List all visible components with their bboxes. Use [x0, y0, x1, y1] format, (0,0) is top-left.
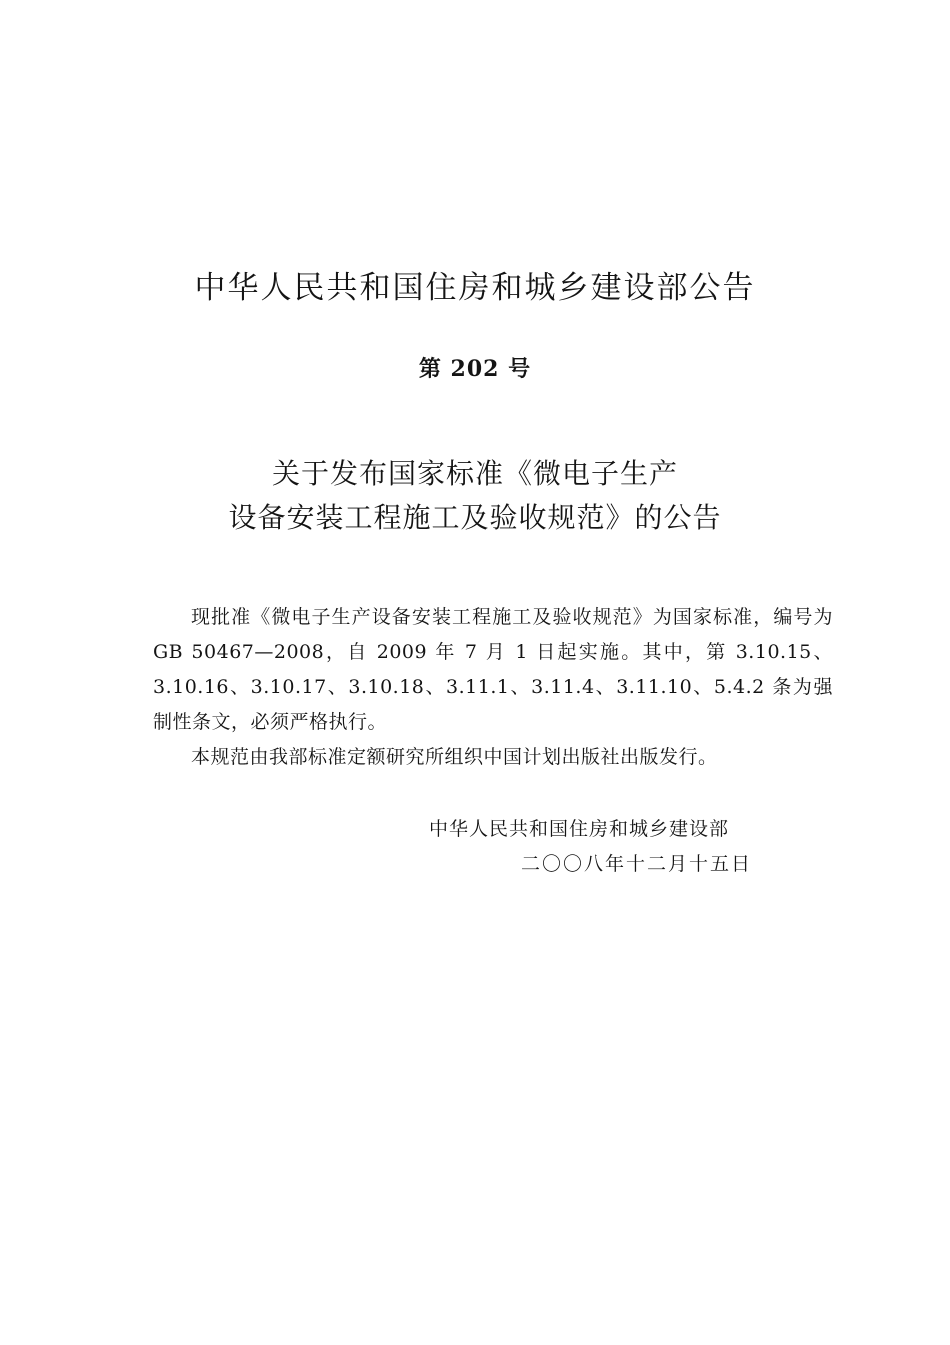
announcement-issuer-title: 中华人民共和国住房和城乡建设部公告	[194, 270, 756, 306]
body-paragraph-publication: 本规范由我部标准定额研究所组织中国计划出版社出版发行。	[191, 746, 718, 768]
body-paragraph-approval: 现批准《微电子生产设备安装工程施工及验收规范》为国家标准，编号为 GB 50467—2008，自 2009 年 7 月 1 日起实施。其中，第 3.10.15、3.10.16、3.10.17、3.10.18、3.11.1、3.11.4、3.11.10、5.4.2 条为强制性条文，必须严格执行。	[153, 606, 833, 733]
signature-organization: 中华人民共和国住房和城乡建设部	[429, 818, 730, 840]
announcement-subject-line-1: 关于发布国家标准《微电子生产	[271, 457, 678, 490]
announcement-number: 第 202 号	[418, 356, 532, 382]
announcement-subject-line-2: 设备安装工程施工及验收规范》的公告	[228, 501, 722, 534]
signature-date: 二〇〇八年十二月十五日	[521, 853, 753, 875]
